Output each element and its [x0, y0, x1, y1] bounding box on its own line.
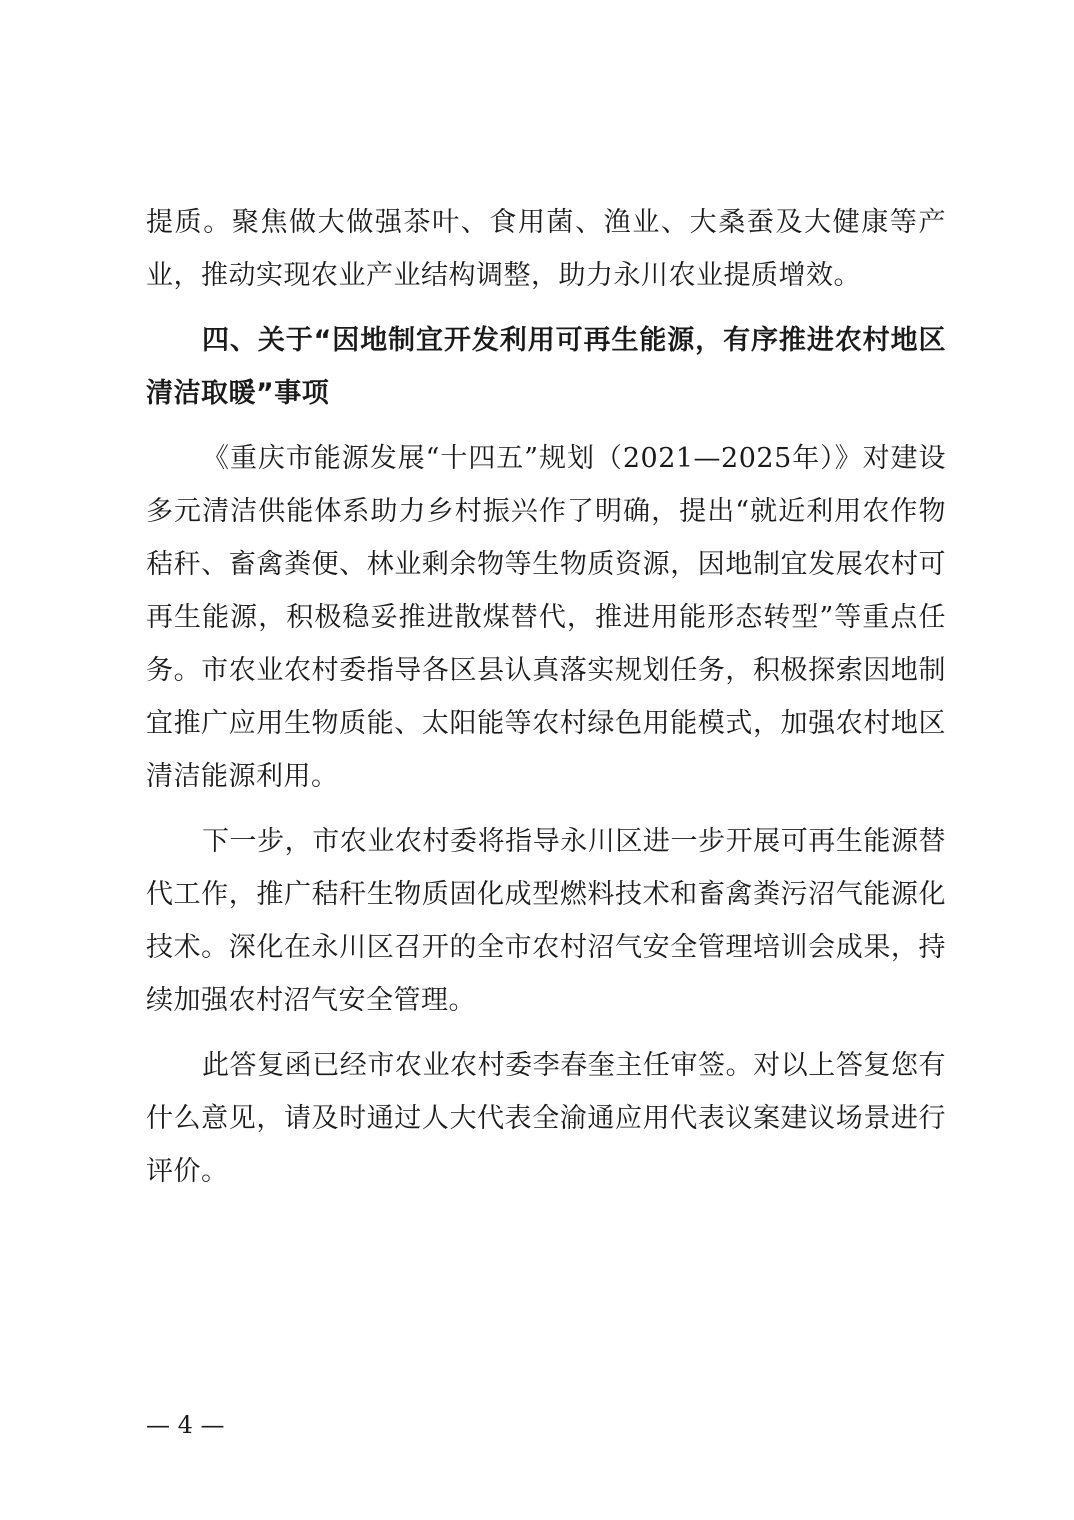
page-number: — 4 —	[146, 1411, 225, 1439]
paragraph-gap	[146, 1027, 946, 1039]
paragraph-gap	[146, 803, 946, 815]
section-heading: 四、关于“因地制宜开发利用可再生能源，有序推进农村地区清洁取暖”事项	[146, 325, 946, 409]
paragraph-gap	[146, 302, 946, 314]
paragraph-energy-plan: 《重庆市能源发展“十四五”规划（2021—2025年）》对建设多元清洁供能体系助力乡村振兴作了明确，提出“就近利用农作物秸秆、畜禽粪便、林业剩余物等生物质资源，因地制宜发展农村可再生能源，积极稳妥推进散煤替代，推进用能形态转型”等重点任务。市农业农村委指导各区县认真落实规划任务，积极探索因地制宜推广应用生物质能、太阳能等农村绿色用能模式，加强农村地区清洁能源利用。	[146, 443, 946, 792]
paragraph-closing: 此答复函已经市农业农村委李春奎主任审签。对以上答复您有什么意见，请及时通过人大代表全渝通应用代表议案建议场景进行评价。	[146, 1050, 946, 1187]
paragraph-next-step: 下一步，市农业农村委将指导永川区进一步开展可再生能源替代工作，推广秸秆生物质固化成型燃料技术和畜禽粪污沼气能源化技术。深化在永川区召开的全市农村沼气安全管理培训会成果，持续加强农村沼气安全管理。	[146, 826, 946, 1016]
paragraph-gap	[146, 420, 946, 432]
paragraph-continuation: 提质。聚焦做大做强茶叶、食用菌、渔业、大桑蚕及大健康等产业，推动实现农业产业结构调整，助力永川农业提质增效。	[146, 207, 946, 291]
document-body	[146, 196, 946, 1198]
